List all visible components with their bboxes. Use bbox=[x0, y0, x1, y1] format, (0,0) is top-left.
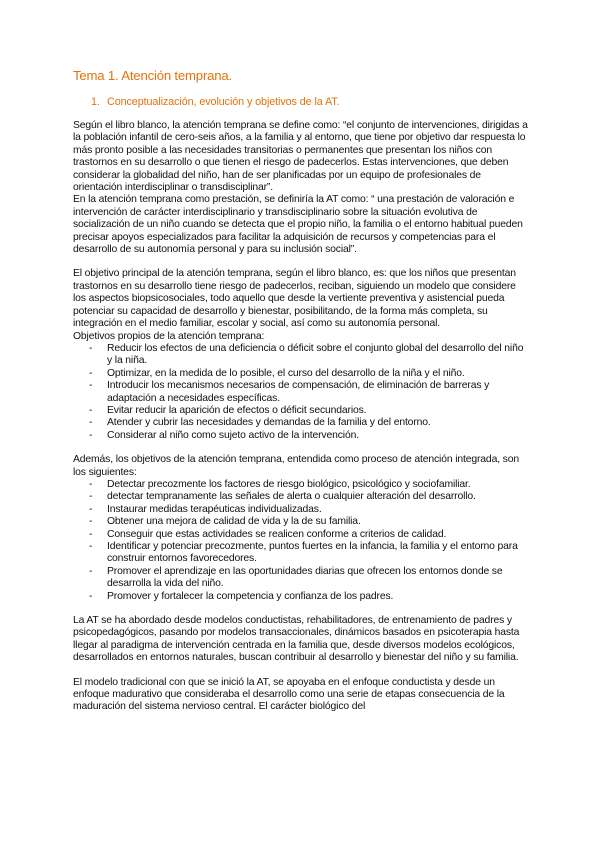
section-number: 1. bbox=[91, 96, 100, 108]
paragraph-main-objective: El objetivo principal de la atención temprana, según el libro blanco, es: que los niños que presentan trastornos en su desarrollo tiene riesgo de padecerlos, reciban, siguiendo un modelo que considere los aspectos biopsicosociales, todo aquello que desde la vertiente preventiva y asistencial pueda potenciar su capacidad de desarrollo y bienestar, posibilitando, de la forma más completa, su integración en el medio familiar, escolar y social, así como su autonomía personal. bbox=[73, 268, 516, 330]
list-item: - Promover y fortalecer la competencia y confianza de los padres. bbox=[89, 590, 394, 602]
section-heading bbox=[91, 96, 528, 108]
list-item: - Introducir los mecanismos necesarios de compensación, de eliminación de barreras y adaptación a necesidades específicas. bbox=[89, 380, 490, 404]
paragraph-models: La AT se ha abordado desde modelos conductistas, rehabilitadores, de entrenamiento de padres y psicopedagógicos, pasando por modelos transaccionales, dinámicos basados en psicoterapia hasta llegar al paradigma de intervención centrada en la familia que, desde diversos modelos ecológicos, desarrollados en entornos naturales, buscan contribuir al desarrollo y bienestar del niño y su familia. bbox=[73, 615, 520, 664]
list-item: - Obtener una mejora de calidad de vida y la de su familia. bbox=[89, 516, 361, 528]
list-item: - Optimizar, en la medida de lo posible, el curso del desarrollo de la niña y el niño. bbox=[89, 367, 465, 379]
section-heading-text: Conceptualización, evolución y objetivos de la AT. bbox=[107, 96, 340, 108]
list-item: - Atender y cubrir las necesidades y demandas de la familia y del entorno. bbox=[89, 417, 431, 429]
paragraph-traditional-model: El modelo tradicional con que se inició la AT, se apoyaba en el enfoque conductista y desde un enfoque madurativo que consideraba el desarrollo como una serie de etapas consecuencia de la maduración del sistema nervioso central. El carácter biológico del bbox=[73, 676, 505, 713]
list-item: - Identificar y potenciar precozmente, puntos fuertes en la infancia, la familia y el entorno para construir entornos favorecedores. bbox=[89, 541, 518, 565]
list-item: - Conseguir que estas actividades se realicen conforme a criterios de calidad. bbox=[89, 528, 447, 540]
list-item: - Evitar reducir la aparición de efectos o déficit secundarios. bbox=[89, 404, 367, 416]
integrated-objectives-list bbox=[73, 479, 528, 603]
list-item: - detectar tempranamente las señales de alerta o cualquier alteración del desarrollo. bbox=[89, 491, 476, 503]
paragraph-prestacion: En la atención temprana como prestación, se definiría la AT como: “ una prestación de valoración e intervención de carácter interdisciplinario y transdisciplinario sobre la situación evolutiva de socialización de un niño cuando se detecta que el propio niño, la familia o el entorno habitual pueden precisar apoyos especializados para facilitar la adquisición de recursos y competencias para el desarrollo de su autonomía personal y para su inclusión social”. bbox=[73, 194, 523, 256]
list-item: - Considerar al niño como sujeto activo de la intervención. bbox=[89, 429, 359, 441]
list-item: - Promover el aprendizaje en las oportunidades diarias que ofrecen los entornos donde se desarrolla la vida del niño. bbox=[89, 565, 503, 590]
objectives-list bbox=[73, 343, 528, 442]
list-item: - Instaurar medidas terapéuticas individualizadas. bbox=[89, 503, 322, 515]
paragraph-integrated-objectives: Además, los objetivos de la atención temprana, entendida como proceso de atención integrada, son los siguientes: bbox=[73, 454, 519, 478]
document-title: Tema 1. Atención temprana. bbox=[73, 68, 233, 83]
paragraph-definition: Según el libro blanco, la atención temprana se define como: “el conjunto de intervenciones, dirigidas a la población infantil de cero-seis años, a la familia y al entorno, que tiene por objetivo dar respuesta lo más pronto posible a las necesidades transitorias o permanentes que presentan los niños con trastornos en su desarrollo o que tienen el riesgo de padecerlos. Estas intervenciones, que deben considerar la globalidad del niño, han de ser planificadas por un equipo de profesionales de orientación interdisciplinar o transdisciplinar”. bbox=[73, 120, 528, 194]
list-item: - Reducir los efectos de una deficiencia o déficit sobre el conjunto global del desarrollo del niño y la niña. bbox=[89, 342, 524, 367]
list-item: - Detectar precozmente los factores de riesgo biológico, psicológico y sociofamiliar. bbox=[89, 478, 471, 490]
objectives-heading: Objetivos propios de la atención temprana: bbox=[73, 330, 265, 342]
